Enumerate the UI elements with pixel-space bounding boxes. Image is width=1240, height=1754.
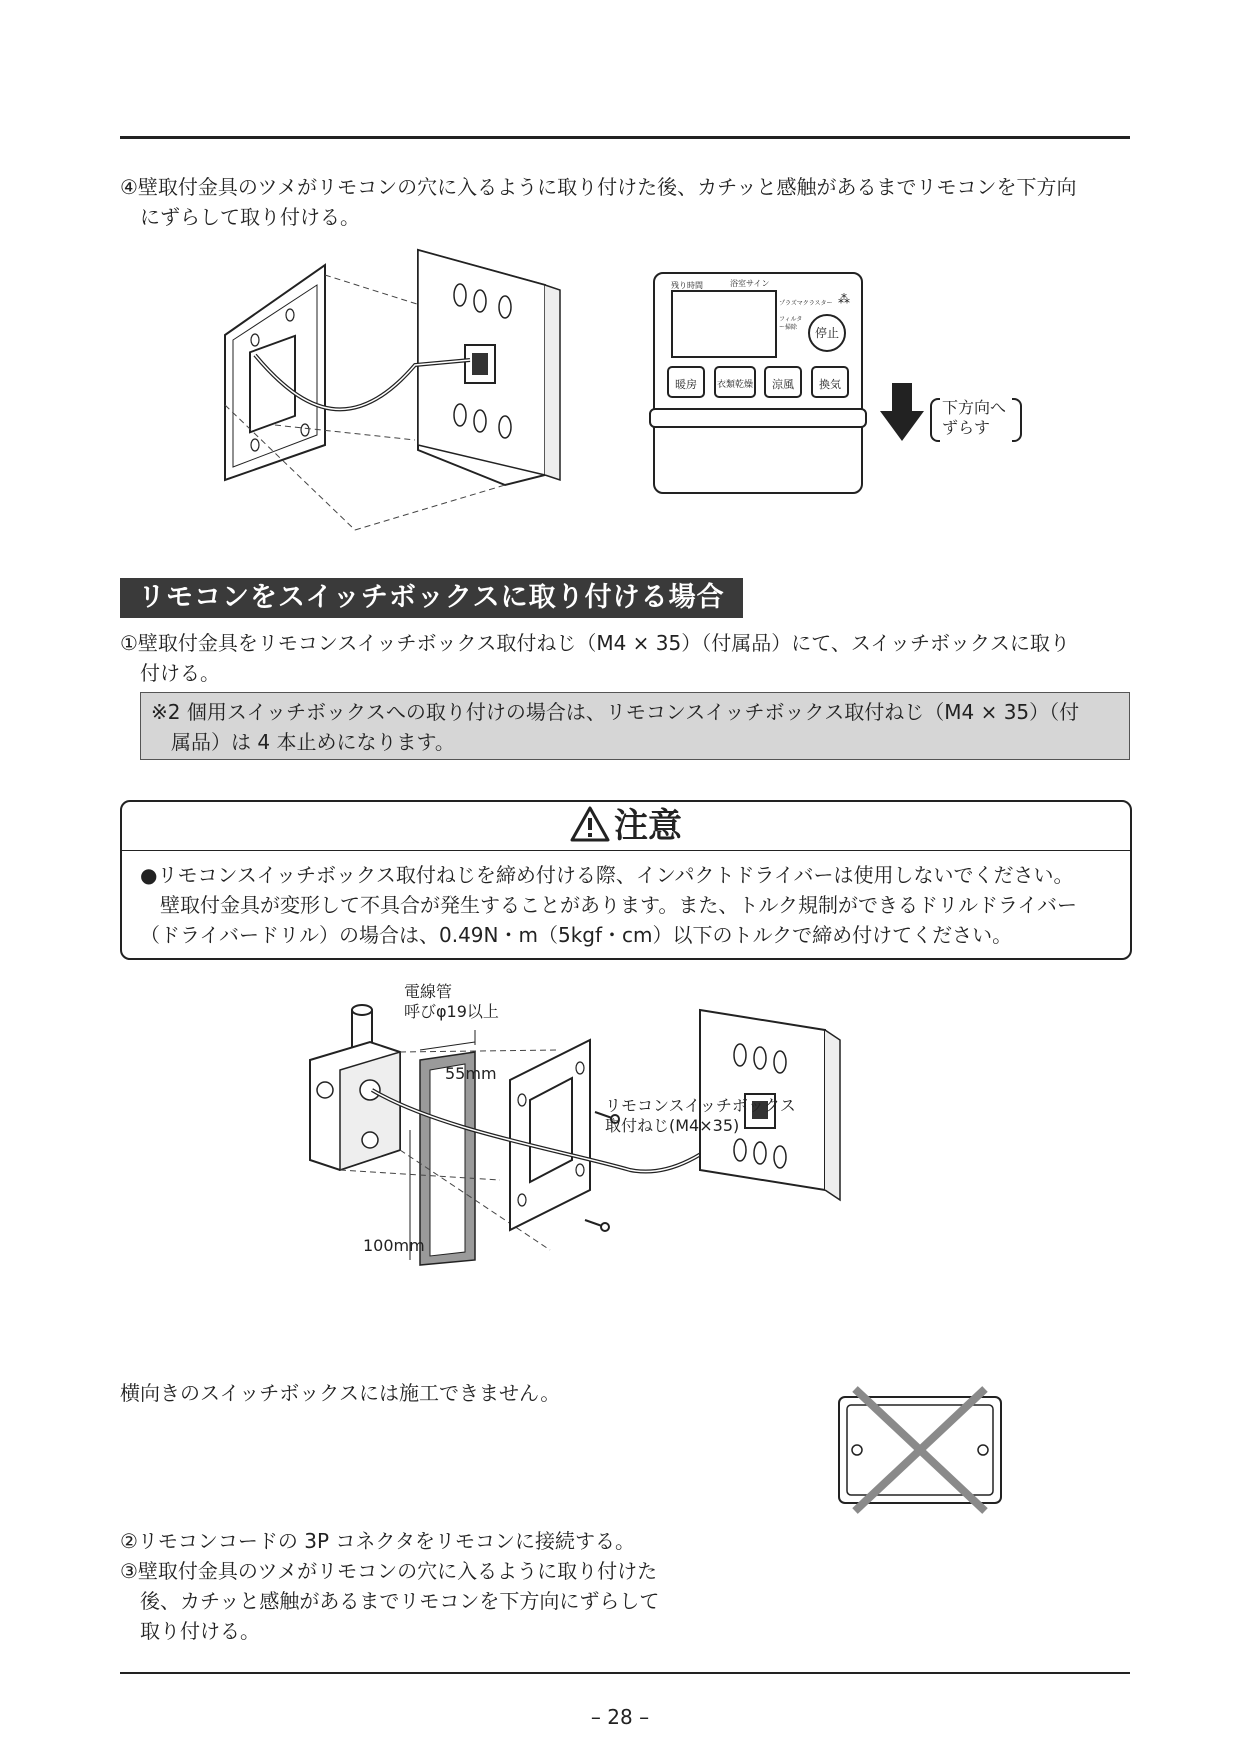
caution-title-row <box>122 802 1130 851</box>
remote-label-plasma: プラズマクラスター <box>779 300 833 307</box>
dimension-100mm: 100mm <box>363 1236 425 1255</box>
page-number: – 28 – <box>590 1705 650 1729</box>
caution-line2: 壁取付金具が変形して不具合が発生することがあります。また、トルク規制ができるドリルドライバー <box>160 893 1077 917</box>
section-heading: リモコンをスイッチボックスに取り付ける場合 <box>120 578 743 618</box>
remote-display <box>671 290 777 358</box>
remote-cover <box>649 408 867 428</box>
arrow-note-bracket-left <box>930 398 940 442</box>
caution-title-text: 注意 <box>614 806 682 846</box>
switch-box-install-illustration <box>300 990 940 1350</box>
warning-icon <box>570 806 610 842</box>
remote-button-row <box>667 366 853 400</box>
remote-label-filter: フィルター掃除 <box>779 316 803 331</box>
remote-button-dry[interactable] <box>714 366 756 398</box>
screw-label-1: リモコンスイッチボックス <box>605 1096 796 1115</box>
remote-button-heat-label: 暖房 <box>675 378 697 391</box>
remote-label-timer: 残り時間 <box>671 281 703 290</box>
conduit-label-2: 呼びφ19以上 <box>404 1002 499 1021</box>
step1-line2: 付ける。 <box>140 661 220 685</box>
remote-button-heat[interactable] <box>667 366 705 398</box>
step4-line1: ④壁取付金具のツメがリモコンの穴に入るように取り付けた後、カチッと感触があるまでリモコンを下方向 <box>120 175 1077 199</box>
conduit-label-1: 電線管 <box>404 982 453 1001</box>
remote-stop-button[interactable] <box>808 314 846 352</box>
step1-line1: ①壁取付金具をリモコンスイッチボックス取付ねじ（M4 × 35）（付属品）にて、スイッチボックスに取り <box>120 631 1070 655</box>
caution-line3: （ドライバードリル）の場合は、0.49N・m（5kgf・cm）以下のトルクで締め付けてください。 <box>140 923 1013 947</box>
step3-line2: 後、カチッと感触があるまでリモコンを下方向にずらして <box>140 1589 660 1613</box>
remote-button-cool-label: 涼風 <box>772 378 794 391</box>
remote-button-dry-label: 衣類乾燥 <box>716 380 753 390</box>
arrow-note-bracket-right <box>1012 398 1022 442</box>
step3-line3: 取り付ける。 <box>140 1619 260 1643</box>
remote-button-vent-label: 換気 <box>819 378 841 391</box>
remote-button-cool[interactable] <box>764 366 802 398</box>
note-box <box>140 692 1130 760</box>
bottom-rule <box>120 1672 1130 1674</box>
arrow-note-line1: 下方向へ <box>942 398 1007 417</box>
horizontal-box-prohibited-illustration <box>835 1385 1005 1515</box>
arrow-note-line2: ずらす <box>942 418 991 437</box>
caution-line1: ●リモコンスイッチボックス取付ねじを締め付ける際、インパクトドライバーは使用しないでください。 <box>140 863 1074 887</box>
caution-title <box>122 806 1130 846</box>
remote-front-panel <box>653 272 863 494</box>
bracket-remote-illustration <box>215 245 575 535</box>
top-rule <box>120 136 1130 139</box>
down-arrow-icon <box>880 383 924 443</box>
horizontal-box-note: 横向きのスイッチボックスには施工できません。 <box>120 1381 561 1405</box>
remote-button-vent[interactable] <box>811 366 849 398</box>
remote-label-sign: 浴室サイン <box>730 279 770 288</box>
step4-line2: にずらして取り付ける。 <box>140 205 360 229</box>
note-line2: 属品）は 4 本止めになります。 <box>171 730 455 754</box>
plasma-icon: ⁂ <box>838 292 850 306</box>
step3-line1: ③壁取付金具のツメがリモコンの穴に入るように取り付けた <box>120 1559 658 1583</box>
screw-label-2: 取付ねじ(M4×35) <box>605 1116 740 1135</box>
caution-box <box>120 800 1132 960</box>
step2: ②リモコンコードの 3P コネクタをリモコンに接続する。 <box>120 1529 636 1553</box>
remote-stop-label: 停止 <box>814 326 839 340</box>
dimension-55mm: 55mm <box>445 1064 497 1083</box>
note-line1: ※2 個用スイッチボックスへの取り付けの場合は、リモコンスイッチボックス取付ねじ（M4 × 35）（付 <box>151 700 1080 724</box>
